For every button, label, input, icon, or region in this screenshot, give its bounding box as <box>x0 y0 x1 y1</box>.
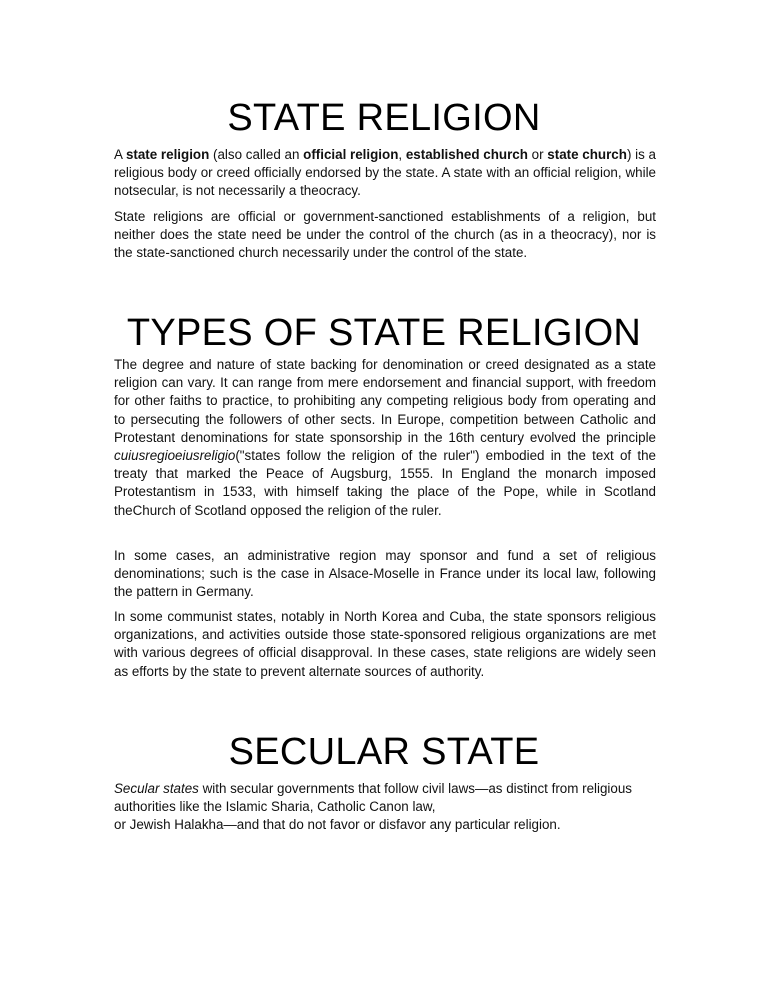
italic-term: Secular states <box>114 781 199 796</box>
bold-term: established church <box>405 147 528 162</box>
text-run: ("states follow the religion of the ruler") embodied in the text of the treaty that marked the Peace of Augsburg, 1555. In England the monarch imposed Protestantism in 1533, with himself taking the place of the Pope, while in Scotland theChurch of Scotland opposed the religion of the ruler. <box>114 448 656 518</box>
paragraph-administrative-region: In some cases, an administrative region may sponsor and fund a set of religious denominations; such is the case in Alsace-Moselle in France under its local law, following the pattern in Germany. <box>114 548 656 600</box>
heading-state-religion: STATE RELIGION <box>227 97 541 139</box>
paragraph-definition <box>114 146 656 201</box>
text-run: ) is a religious body or creed officially endorsed by the state. A state with an official religion, while notsecular, is not necessarily a theocracy. <box>114 147 656 199</box>
heading-secular-state: SECULAR STATE <box>228 731 540 773</box>
bold-term: state church <box>547 147 627 162</box>
paragraph-secular-states <box>114 780 656 835</box>
heading-types-of-state-religion: TYPES OF STATE RELIGION <box>126 312 642 354</box>
text-run: A <box>114 147 126 162</box>
paragraph-communist-states: In some communist states, notably in North Korea and Cuba, the state sponsors religious organizations, and activities outside those state-sponsored religious organizations are met with various degrees of official disapproval. In these cases, state religions are widely seen as efforts by the state to prevent alternate sources of authority. <box>114 609 656 679</box>
text-run: , <box>398 147 406 162</box>
text-run: (also called an <box>209 147 304 162</box>
text-run: with secular governments that follow civil laws—as distinct from religious authorities like the Islamic Sharia, Catholic Canon law, <box>114 781 632 815</box>
bold-term: official religion <box>303 147 399 162</box>
text-run: The degree and nature of state backing for denomination or creed designated as a state religion can vary. It can range from mere endorsement and financial support, with freedom for other faiths to practice, to prohibiting any competing religious body from operating and to persecuting the followers of other sects. In Europe, competition between Catholic and Protestant denominations for state sponsorship in the 16th century evolved the principle <box>114 357 656 445</box>
paragraph-degree-nature <box>114 356 656 520</box>
italic-term: cuiusregioeiusreligio <box>114 448 236 464</box>
paragraph-sanctioned: State religions are official or government-sanctioned establishments of a religion, but neither does the state need be under the control of the church (as in a theocracy), nor is the state-sanctioned church necessarily under the control of the state. <box>114 209 656 261</box>
bold-term: state religion <box>125 147 210 162</box>
text-run: or Jewish Halakha—and that do not favor or disfavor any particular religion. <box>114 817 561 833</box>
text-run: or <box>527 147 548 162</box>
